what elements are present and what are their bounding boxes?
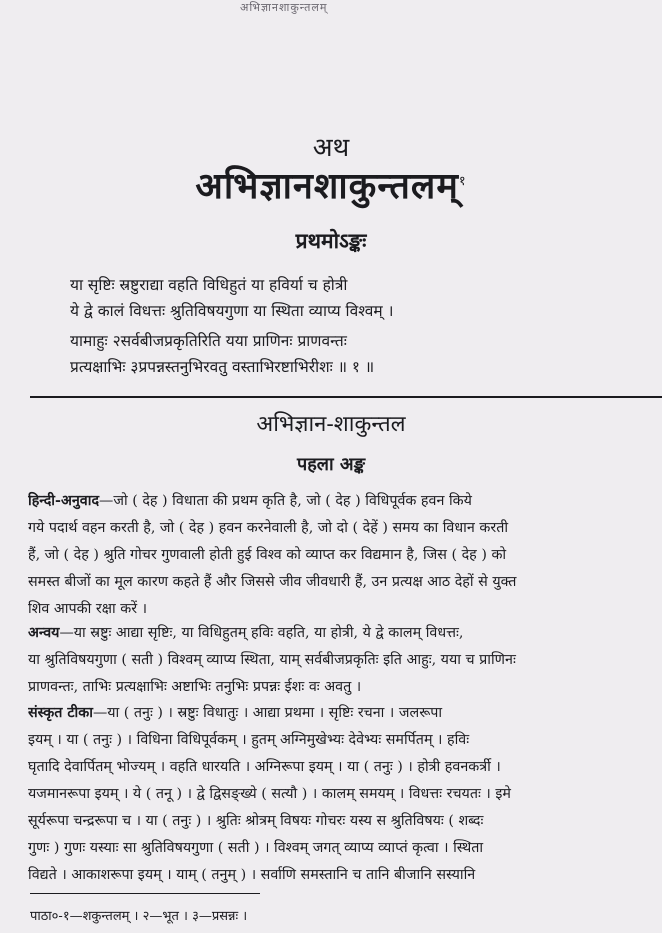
atha-heading: अथ [312, 133, 350, 163]
paragraph-line [28, 700, 658, 727]
paragraph-text: —या ( तनुः ) । स्रष्टुः विधातुः । आद्या प्रथमा । सृष्टिः रचना । जलरूपा [92, 705, 443, 721]
paragraph-line: सूर्यरूपा चन्द्ररूपा च । या ( तनुः ) । श्रुतिः श्रोत्रम् विषयः गोचरः यस्य स श्रुतिविषयः ( शब्दः [28, 813, 484, 829]
paragraph-line: घृतादि देवार्पितम् भोज्यम् । वहति धारयति । अग्निरूपा इयम् । या ( तनुः ) । होत्री हवनकर्त्री । [28, 759, 501, 775]
title-footnote-mark: १ [458, 174, 467, 189]
anvaya-label: अन्वय [28, 625, 60, 641]
hindi-act-heading: पहला अङ्क [296, 454, 366, 475]
paragraph-line: हैं, जो ( देह ) श्रुति गोचर गुणवाली होती हुई विश्व को व्याप्त कर विद्यमान है, जिस ( देह ) को [28, 547, 507, 563]
anvaya-paragraph [28, 620, 658, 701]
paragraph-line: शिव आपकी रक्षा करें । [28, 601, 148, 617]
anuvad-paragraph [28, 488, 658, 623]
paragraph-line: विद्यते । आकाशरूपा इयम् । याम् ( तनुम् ) । सर्वाणि समस्तानि च तानि बीजानि सस्यानि [28, 867, 476, 883]
footnote: पाठा०-१—शकुन्तलम् । २—भूत । ३—प्रसन्नः । [30, 909, 248, 924]
paragraph-line: यजमानरूपा इयम् । ये ( तनू ) । द्वे द्विसङ्ख्ये ( सत्यौ ) । कालम् समयम् । विधत्तः रचयतः । इमे [28, 786, 511, 802]
paragraph-line: या श्रुतिविषयगुणा ( सती ) विश्वम् व्याप्य स्थिता, याम् सर्वबीजप्रकृतिः इति आहुः, यया च प्राणिनः [28, 652, 516, 668]
verse-line: प्रत्यक्षाभिः ३प्रपन्नस्तनुभिरवतु वस्ताभिरष्टाभिरीशः ॥ १ ॥ [70, 358, 375, 376]
paragraph-text: —जो ( देह ) विधाता की प्रथम कृति है, जो ( देह ) विधिपूर्वक हवन किये [99, 493, 472, 509]
verse-line: या सृष्टिः स्रष्टुराद्या वहति विधिहुतं या हविर्या च होत्री [70, 276, 348, 294]
verse-block-2 [70, 328, 630, 380]
footnote-divider [30, 893, 260, 894]
paragraph-line: गुणः ) गुणः यस्याः सा श्रुतिविषयगुणा ( सती ) । विश्वम् जगत् व्याप्य व्याप्तं कृत्वा । स्थिता [28, 840, 484, 856]
verse-block-1 [70, 272, 630, 324]
anuvad-label: हिन्दी-अनुवाद [28, 493, 100, 509]
paragraph-line: इयम् । या ( तनुः ) । विधिना विधिपूर्वकम् । हुतम् अग्निमुखेभ्यः देवेभ्यः समर्पितम् । हविः [28, 732, 470, 748]
hindi-title: अभिज्ञान-शाकुन्तल [256, 412, 406, 437]
tika-paragraph [28, 700, 658, 889]
play-title-text: अभिज्ञानशाकुन्तलम् [195, 165, 459, 207]
paragraph-line [28, 488, 658, 515]
paragraph-line: गये पदार्थ वहन करती है, जो ( देह ) हवन करनेवाली है, जो दो ( देहें ) समय का विधान करती [28, 520, 509, 536]
paragraph-text: —या स्रष्टुः आद्या सृष्टिः, या विधिहुतम् हविः वहति, या होत्री, ये द्वे कालम् विधत्तः, [59, 625, 464, 641]
paragraph-line [28, 620, 658, 647]
tika-label: संस्कृत टीका [28, 705, 93, 721]
verse-line: यामाहुः २सर्वबीजप्रकृतिरिति यया प्राणिनः प्राणवन्तः [70, 332, 347, 350]
act-heading: प्रथमोऽङ्कः [295, 228, 367, 253]
paragraph-line: समस्त बीजों का मूल कारण कहते हैं और जिससे जीव जीवधारी हैं, उन प्रत्यक्ष आठ देहों से युक्त [28, 574, 517, 590]
verse-line: ये द्वे कालं विधत्तः श्रुतिविषयगुणा या स्थिता व्याप्य विश्वम् । [70, 302, 394, 320]
running-head: अभिज्ञानशाकुन्तलम् [240, 1, 328, 14]
play-title [0, 160, 662, 209]
paragraph-line: प्राणवन्तः, ताभिः प्रत्यक्षाभिः अष्टाभिः तनुभिः प्रपन्नः ईशः वः अवतु । [28, 679, 362, 695]
section-divider [30, 396, 662, 398]
